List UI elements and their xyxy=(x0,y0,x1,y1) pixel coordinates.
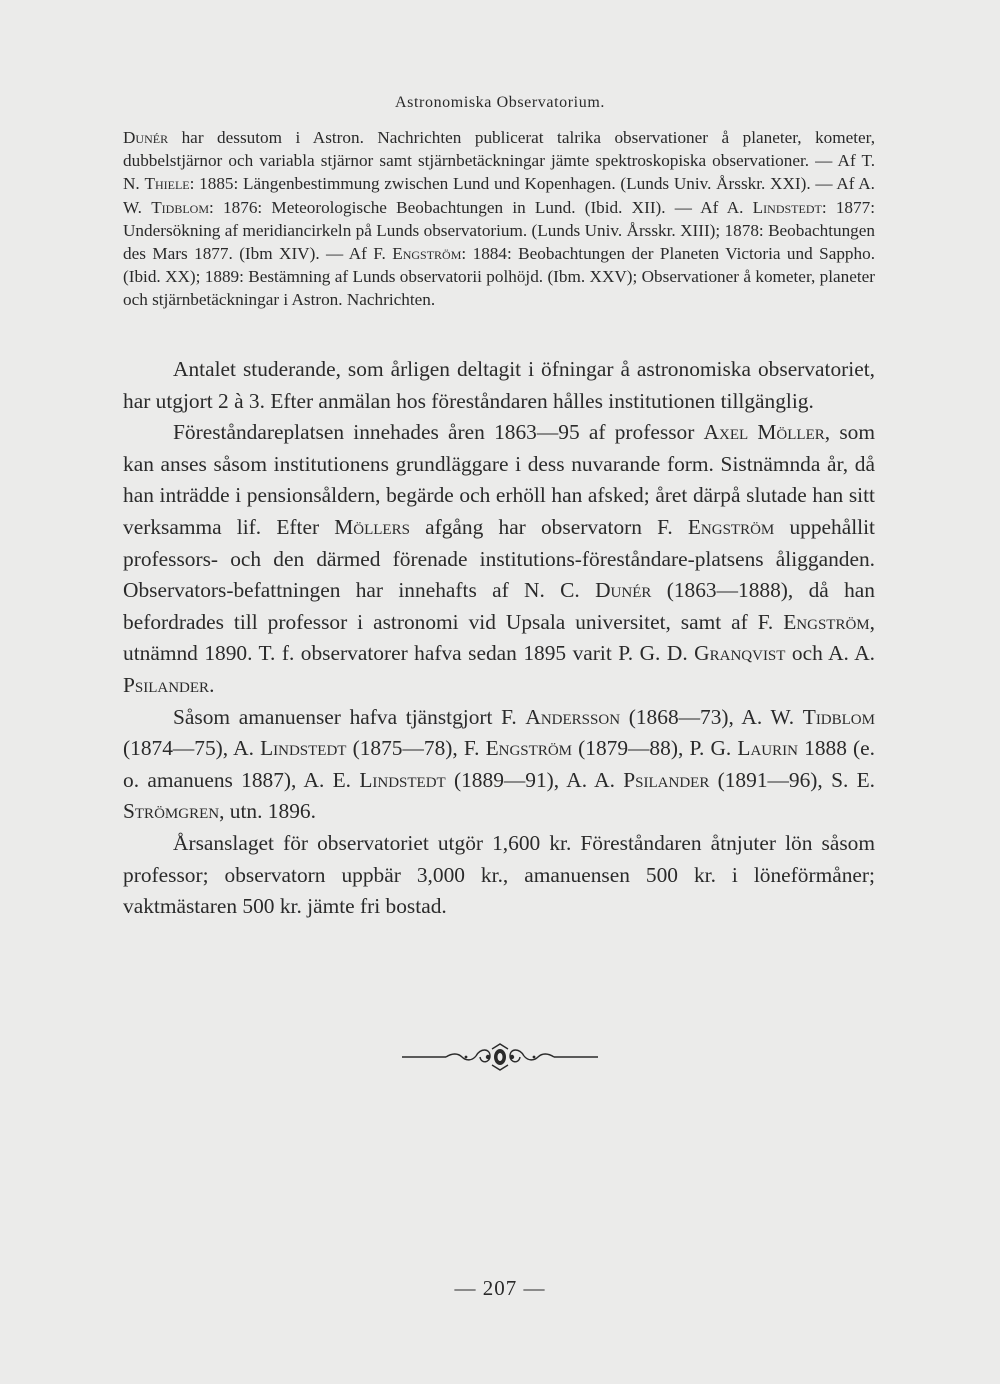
text-run: (1874—75), A. xyxy=(123,736,261,761)
person-name: Axel Möller xyxy=(703,420,825,445)
author-name: Engström xyxy=(392,244,462,264)
person-name: Dunér xyxy=(595,578,652,603)
publications-paragraph xyxy=(123,126,875,312)
person-name: Laurin xyxy=(737,736,798,761)
text-run: , som kan anses såsom institutionens grundläggare i dess nuvarande form. Sistnämnda år, då han inträdde i pensionsåldern, begärde och erhöll han afsked; året därpå slutade han sitt verksamma lif. Efter xyxy=(123,420,875,539)
text-run: : 1877: Undersökning af meridiancirkeln på Lunds observatorium. (Lunds Univ. Årsskr. XIII); 1878: Beobachtungen des Mars 1877. (Ibm XIV). — Af F. xyxy=(123,197,875,264)
author-name: Lindstedt xyxy=(752,197,822,217)
person-name: Psilander xyxy=(123,672,210,697)
text-run: afgång har observatorn F. xyxy=(409,514,688,539)
text-run: (1879—88), P. G. xyxy=(572,736,738,761)
body-text xyxy=(123,354,875,923)
person-name: Lindstedt xyxy=(260,736,347,761)
text-run: har dessutom i Astron. Nachrichten publicerat talrika observationer å planeter, kometer, dubbelstjärnor och variabla stjärnor samt stjärnbetäckningar jämte spektroskopiska observationer. — Af T. N. xyxy=(123,128,875,194)
person-name: Tidblom xyxy=(802,704,875,729)
person-name: Engström xyxy=(783,609,870,634)
ornament-icon xyxy=(400,1036,600,1076)
text-run: (1891—96), S. E. xyxy=(709,767,876,792)
amanuenses-paragraph xyxy=(123,702,875,828)
person-name: Andersson xyxy=(525,704,621,729)
page-number: — 207 — xyxy=(454,1276,546,1300)
text-run: Såsom amanuenser hafva tjänstgjort F. xyxy=(173,704,526,729)
text-run: uppehållit professors- och den därmed förenade institutions-föreståndare-platsens åligganden. Observators-befattningen har innehafts af N. C. xyxy=(123,514,876,603)
person-name: Strömgren xyxy=(123,799,220,824)
students-paragraph: Antalet studerande, som årligen deltagit i öfningar å astronomiska observatoriet, har utgjort 2 à 3. Efter anmälan hos föreståndaren hålles institutionen tillgänglig. xyxy=(123,357,875,413)
person-name: Granqvist xyxy=(694,641,786,666)
text-run: 1888 (e. o. amanuens 1887), A. E. xyxy=(123,736,876,792)
person-name: Psilander xyxy=(623,767,710,792)
text-run: (1863—1888), då han befordrades till professor i astronomi vid Upsala universitet, samt af F. xyxy=(123,578,875,634)
author-name: Thiele xyxy=(144,174,190,194)
text-run: (1868—73), A. W. xyxy=(620,704,803,729)
text-run: (1875—78), F. xyxy=(346,736,486,761)
text-run: Föreståndareplatsen innehades åren 1863—95 af professor xyxy=(173,420,704,445)
directors-paragraph xyxy=(123,417,875,701)
text-run: : 1876: Meteorologische Beobachtungen in Lund. (Ibid. XII). — Af A. xyxy=(209,197,753,217)
person-name: Lindstedt xyxy=(359,767,446,792)
text-run: , utn. 1896. xyxy=(219,799,316,824)
person-name: Engström xyxy=(687,514,775,539)
text-run: och A. A. xyxy=(785,641,875,666)
text-run: (1889—91), A. A. xyxy=(445,767,624,792)
budget-paragraph: Årsanslaget för observatoriet utgör 1,600 kr. Föreståndaren åtnjuter lön såsom professor; observatorn uppbär 3,000 kr., amanuensen 500 kr. i löneförmåner; vaktmästaren 500 kr. jämte fri bostad. xyxy=(123,830,875,919)
text-run: , utnämnd 1890. T. f. observatorer hafva sedan 1895 varit P. G. D. xyxy=(123,609,875,666)
text-run: : 1884: Beobachtungen der Planeten Victoria und Sappho. (Ibid. XX); 1889: Bestämning af Lunds observatorii polhöjd. (Ibm. XXV); Observationer å kometer, planeter och stjärnbetäckningar i Astron. Nachrichten. xyxy=(123,244,875,310)
text-run: . xyxy=(209,672,215,697)
author-name: Tidblom xyxy=(151,197,210,217)
person-name: Möllers xyxy=(334,514,410,539)
person-name: Engström xyxy=(485,736,572,761)
author-name: Dunér xyxy=(123,128,169,147)
running-head: Astronomiska Observatorium. xyxy=(395,94,605,111)
text-run: : 1885: Längenbestimmung zwischen Lund und Kopenhagen. (Lunds Univ. Årsskr. XXI). — Af A. W. xyxy=(123,174,875,217)
